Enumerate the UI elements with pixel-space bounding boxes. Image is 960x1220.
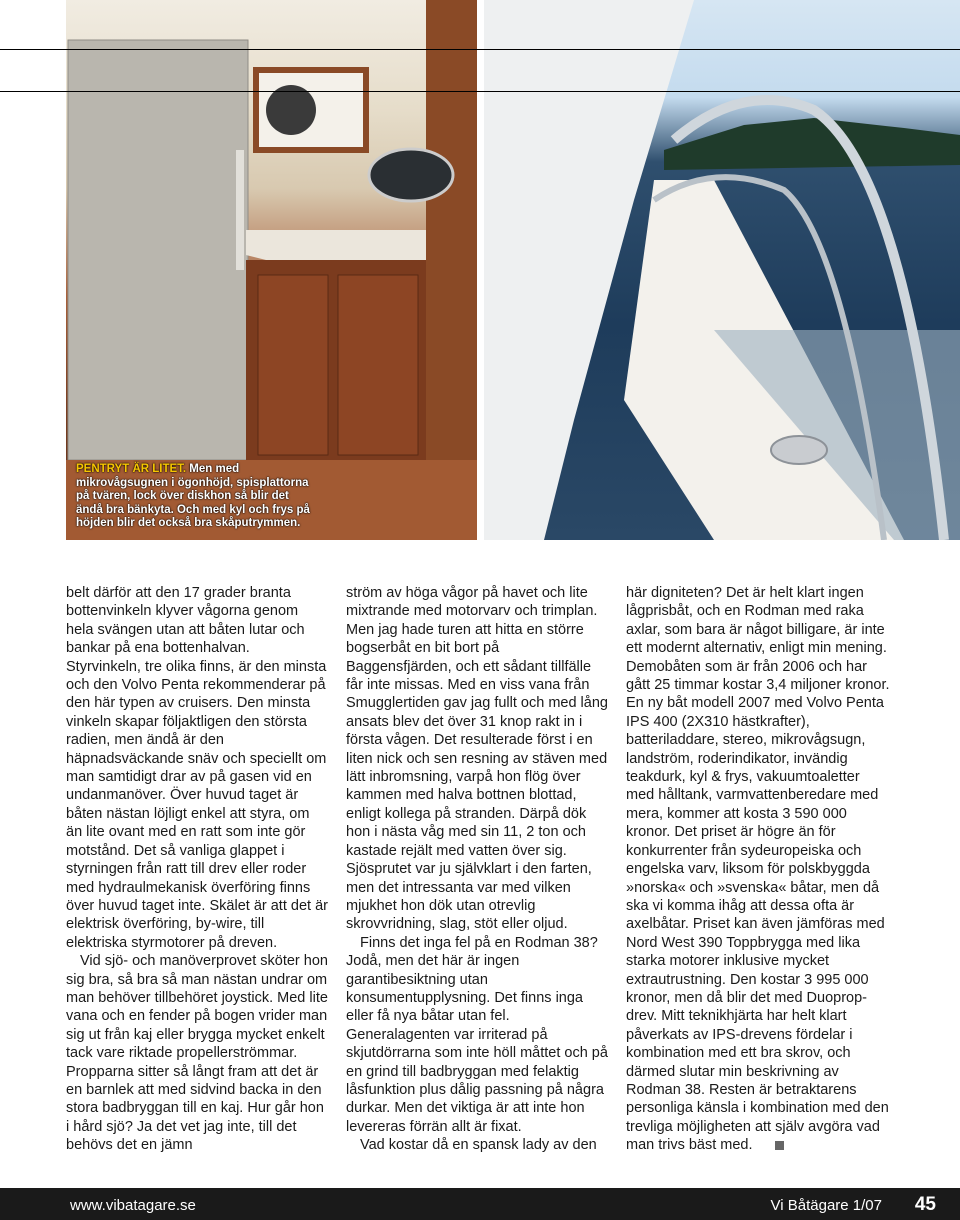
page-number: 45: [914, 1194, 936, 1215]
footer-magazine-issue: Vi Båtägare 1/07: [770, 1197, 882, 1214]
caption-text: Men med mikrovågsugnen i ögonhöjd, spisplattorna på tvären, lock över diskhon så blir det ändå bra bänkyta. Och med kyl och frys på höjden blir det också bra skåputrymmen.: [76, 463, 310, 529]
deck-photo: [484, 0, 960, 540]
caption-lead: PENTRYT ÄR LITET.: [76, 463, 187, 475]
footer-website-link[interactable]: www.vibatagare.se: [70, 1197, 196, 1214]
end-of-article-mark: [775, 1141, 784, 1150]
text-column-1: [66, 584, 328, 1155]
galley-photo: [66, 0, 477, 540]
top-rule: [0, 49, 960, 50]
paragraph: Finns det inga fel på en Rodman 38? Jodå, men det här är ingen garantibesiktning utan konsumentupplysning. Det finns inga eller få nya båtar utan fel. Generalagenten var irriterad på skjutdörrarna som inte höll måttet och på en grind till badbryggan med felaktig låsfunktion plus dålig passning på några durkar. Men det viktiga är att inte hon levereras förrän allt är fixat.: [346, 934, 608, 1135]
galley-illustration: [66, 0, 477, 540]
text-column-2: [346, 584, 608, 1155]
text-column-3: [626, 584, 890, 1155]
paragraph-final: [626, 584, 890, 1155]
paragraph: här digniteten? Det är helt klart ingen lågprisbåt, och en Rodman med raka axlar, som bara är något billigare, är inte ett modernt alternativ, enligt min mening. Demobåten som är från 2006 och har gått 25 timmar kostar 3,4 miljoner kronor. En ny båt modell 2007 med Volvo Penta IPS 400 (2X310 hästkrafter), batteriladdare, stereo, mikrovågsugn, landström, roderindikator, invändig teakdurk, kyl & frys, vakuumtoaletter med hålltank, varmvattenberedare med mera, kommer att kosta 3 590 000 kronor. Det priset är högre än för konkurrenter från sydeuropeiska och engelska varv, liksom för polskbyggda »norska« och »svenska« båtar, men då ska vi komma ihåg att dessa ofta är axelbåtar. Priset kan även jämföras med Nord West 390 Toppbrygga med lika starka motorer inklusive mycket extrautrustning. Den kostar 3 995 000 kronor, men då blir det med Duopropdrev. Mitt teknikhjärta har helt klart påverkats av IPS-drevens fördelar i kombination med ett bra skrov, och därmed slutar min beskrivning av Rodman 38. Resten är betraktarens personliga känsla i kombination med den trevliga möjligheten att själv avgöra vad man trivs bäst med.: [626, 585, 890, 1154]
paragraph: Vad kostar då en spansk lady av den: [360, 1137, 597, 1154]
page-footer: [0, 1188, 960, 1220]
photo-caption: [76, 463, 311, 531]
paragraph: ström av höga vågor på havet och lite mixtrande med motorvarv och trimplan. Men jag hade turen att hitta en större bogserbåt en bit bort på Baggensfjärden, och ett sådant tillfälle får inte missas. Med en viss vana från Smugglertiden gav jag fullt och med lång ansats blev det över 31 knop rakt in i första vågen. Det resulterade först i en liten nick och sen resning av stäven med lätt inbromsning, varpå hon flög över kammen med halva bottnen blottad, enligt kollega på stranden. Därpå dök hon i nästa våg med sin 11, 2 ton och kastade rejält med vatten över sig. Sjösprutet var ju självklart i den farten, men det intressanta var med vilken mjukhet hon dök utan otrevlig skrovvridning, slag, stöt eller oljud.: [346, 585, 608, 933]
top-rule-2: [0, 91, 960, 92]
deck-illustration: [484, 0, 960, 540]
paragraph: Vid sjö- och manöverprovet sköter hon sig bra, så bra så man nästan undrar om man behöver tillbehöret joystick. Med lite vana och en fender på bogen vrider man sig ut från kaj eller brygga mycket enkelt tack vare riktade propellerströmmar. Propparna sitter så långt fram att det är en barnlek att med sidvind backa in den stora badbryggan till en kaj. Hur går hon i hård sjö? Ja det vet jag inte, till det behövs det en jämn: [66, 953, 328, 1154]
paragraph: belt därför att den 17 grader branta bottenvinkeln klyver vågorna genom hela svängen utan att båten lutar och bankar på ena bottenhalvan. Styrvinkeln, tre olika finns, är den minsta och den Volvo Penta rekommenderar på den här typen av cruisers. Den minsta vinkeln skapar följaktligen den största radien, men ändå är den häpnadsväckande snäv och speciellt om man samtidigt drar av på gasen vid en undanmanöver. Över huvud taget är båten nästan löjligt enkel att styra, om än lite ovant med en ratt som inte gör motstånd. Det så vanliga glappet i styrningen från ratt till drev eller roder med hydraulmekanisk överföring finns över huvud taget inte. Skälet är att det är elektrisk överföring, by-wire, till elektriska styrmotorer på dreven.: [66, 585, 328, 951]
